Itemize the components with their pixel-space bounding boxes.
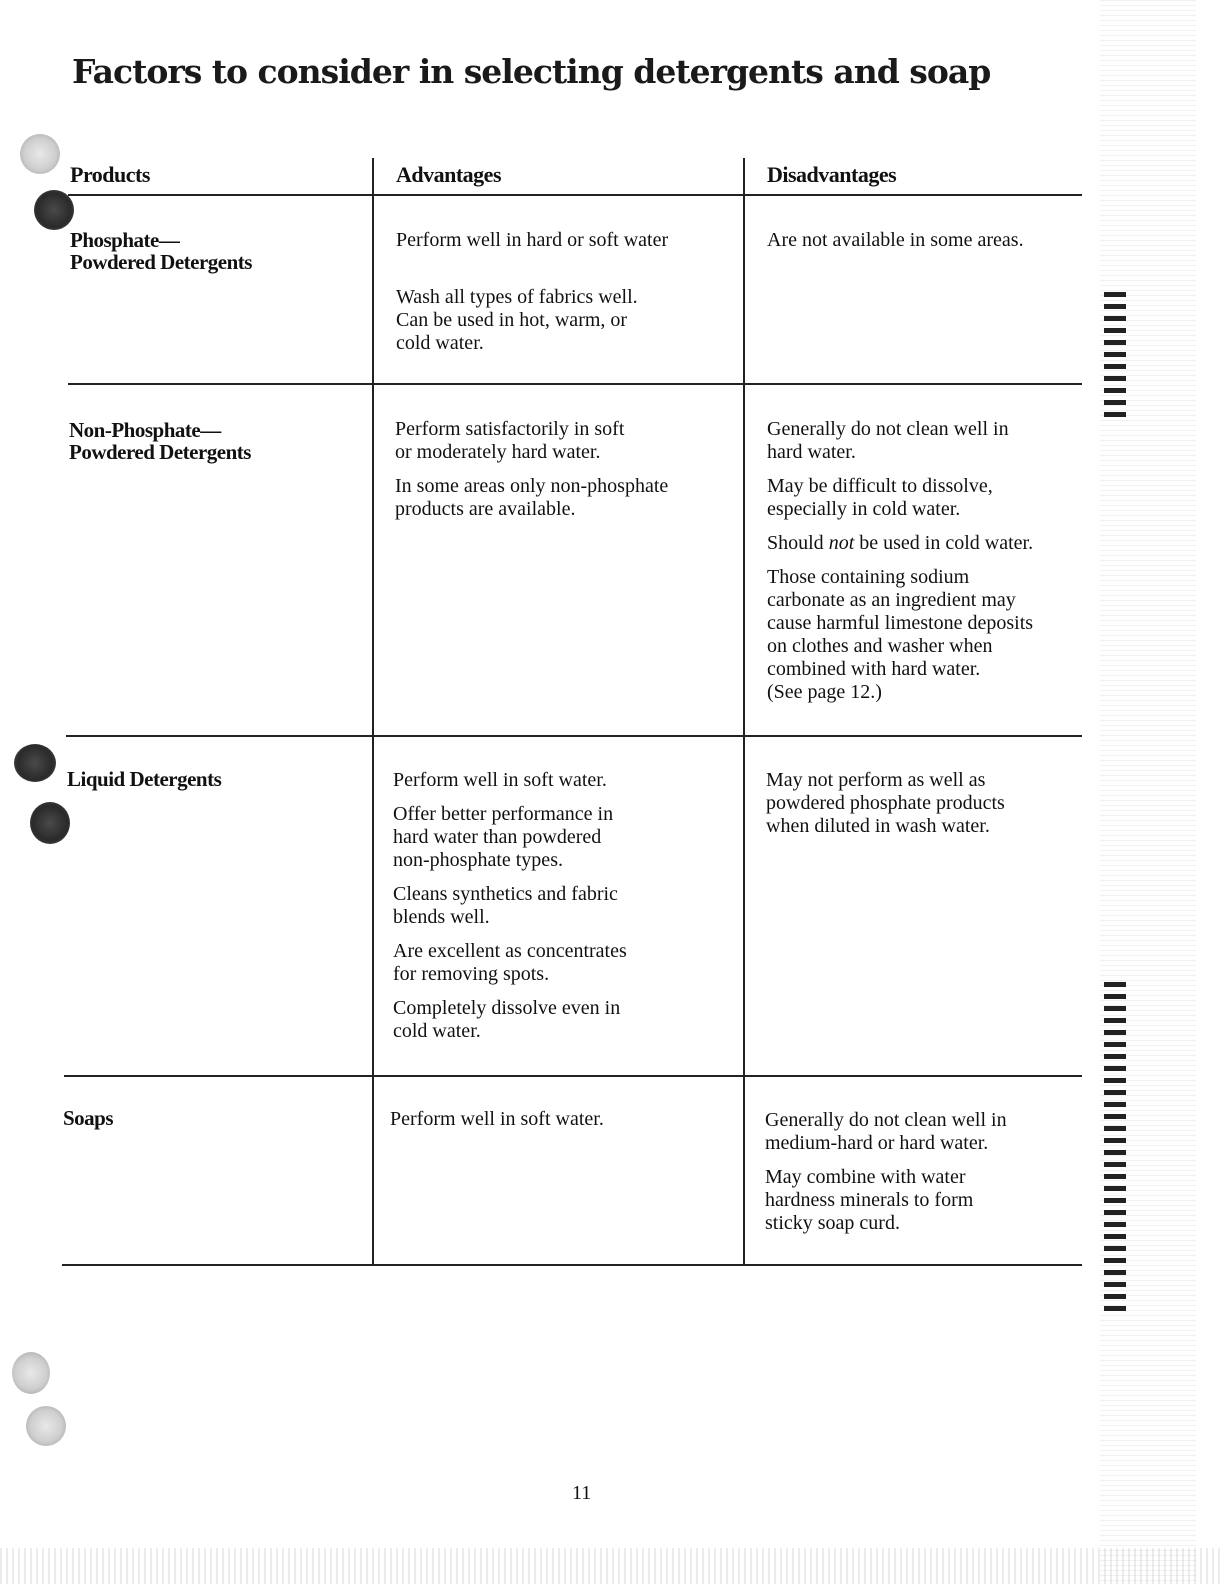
text-line: on clothes and washer when xyxy=(767,635,993,657)
disadvantage-paragraph xyxy=(767,532,1033,555)
binder-hole-icon xyxy=(20,134,60,174)
advantage-paragraph xyxy=(393,883,627,929)
header-products: Products xyxy=(70,162,150,187)
product-name xyxy=(63,1107,113,1129)
disadvantage-paragraph xyxy=(767,475,1033,521)
text-line: Are excellent as concentrates xyxy=(393,940,627,962)
header-rule xyxy=(68,194,1082,196)
text-line: Those containing sodium xyxy=(767,566,970,588)
advantage-column xyxy=(393,769,627,1043)
advantage-paragraph xyxy=(393,997,627,1043)
scan-mark-lower xyxy=(1104,982,1126,1312)
header-advantages: Advantages xyxy=(396,162,502,187)
text-line: cause harmful limestone deposits xyxy=(767,612,1034,634)
row-rule-2 xyxy=(66,735,1082,737)
page-number: 11 xyxy=(572,1482,592,1504)
text-line: Perform well in soft water. xyxy=(393,769,607,791)
page-title: Factors to consider in selecting detergents and soap xyxy=(72,52,991,91)
disadvantage-paragraph xyxy=(766,769,1005,838)
advantage-paragraph xyxy=(393,803,627,872)
row-rule-1 xyxy=(68,383,1082,385)
binder-hole-icon xyxy=(12,1352,50,1394)
text-line: (See page 12.) xyxy=(767,681,882,703)
disadvantage-paragraph xyxy=(765,1109,1007,1155)
text-run: be used in cold water. xyxy=(854,532,1034,554)
text-line: cold water. xyxy=(393,1020,481,1042)
text-line: blends well. xyxy=(393,906,490,928)
advantage-paragraph xyxy=(393,940,627,986)
text-line: medium-hard or hard water. xyxy=(765,1132,989,1154)
product-name-line: Powdered Detergents xyxy=(69,440,251,464)
product-name-line: Liquid Detergents xyxy=(67,767,222,791)
row-rule-3 xyxy=(64,1075,1082,1077)
advantage-paragraph xyxy=(396,229,668,252)
text-line: Completely dissolve even in xyxy=(393,997,621,1019)
binder-hole-icon xyxy=(34,190,74,230)
text-line: combined with hard water. xyxy=(767,658,981,680)
text-line: Perform satisfactorily in soft xyxy=(395,418,625,440)
column-divider-2 xyxy=(743,158,745,1266)
text-line: products are available. xyxy=(395,498,576,520)
text-line: Can be used in hot, warm, or xyxy=(396,309,628,331)
text-line: Cleans synthetics and fabric xyxy=(393,883,618,905)
text-line: In some areas only non-phosphate xyxy=(395,475,669,497)
advantage-paragraph xyxy=(393,769,627,792)
text-line: May be difficult to dissolve, xyxy=(767,475,993,497)
emphasis-text: not xyxy=(828,532,855,554)
advantage-column xyxy=(395,418,668,521)
binder-hole-icon xyxy=(30,802,70,844)
column-divider-1 xyxy=(372,158,374,1266)
product-name xyxy=(67,768,221,790)
text-line xyxy=(767,532,1033,555)
text-line: or moderately hard water. xyxy=(395,441,601,463)
scan-edge-artifact xyxy=(1100,0,1196,1584)
text-line: Wash all types of fabrics well. xyxy=(396,286,638,308)
disadvantage-column xyxy=(767,418,1033,704)
text-line: cold water. xyxy=(396,332,484,354)
product-name-line: Non-Phosphate— xyxy=(69,418,221,442)
text-line: sticky soap curd. xyxy=(765,1212,900,1234)
text-line: especially in cold water. xyxy=(767,498,961,520)
text-line: hardness minerals to form xyxy=(765,1189,974,1211)
product-name-line: Powdered Detergents xyxy=(70,250,252,274)
disadvantage-paragraph xyxy=(767,229,1024,252)
text-line: Generally do not clean well in xyxy=(765,1109,1007,1131)
product-name-line: Phosphate— xyxy=(70,228,180,252)
product-name xyxy=(70,229,252,273)
text-line: May combine with water xyxy=(765,1166,966,1188)
text-line: Are not available in some areas. xyxy=(767,229,1024,251)
text-line: powdered phosphate products xyxy=(766,792,1005,814)
disadvantage-column xyxy=(766,769,1005,838)
text-line: when diluted in wash water. xyxy=(766,815,990,837)
advantage-paragraph xyxy=(395,475,668,521)
product-name xyxy=(69,419,251,463)
binder-hole-icon xyxy=(26,1406,66,1446)
binder-hole-icon xyxy=(14,744,56,782)
disadvantage-paragraph xyxy=(765,1166,1007,1235)
scan-bottom-artifact xyxy=(0,1548,1224,1584)
advantage-paragraph xyxy=(396,286,638,355)
text-line: Generally do not clean well in xyxy=(767,418,1009,440)
text-line: Perform well in soft water. xyxy=(390,1108,604,1130)
text-run: Should xyxy=(767,532,829,554)
text-line: hard water. xyxy=(767,441,856,463)
text-line: Offer better performance in xyxy=(393,803,614,825)
advantage-paragraph xyxy=(395,418,668,464)
row-rule-4 xyxy=(62,1264,1082,1266)
text-line: carbonate as an ingredient may xyxy=(767,589,1016,611)
disadvantage-paragraph xyxy=(767,418,1033,464)
scan-mark-upper xyxy=(1104,292,1126,424)
disadvantage-column xyxy=(765,1109,1007,1235)
product-name-line: Soaps xyxy=(63,1106,114,1130)
text-line: hard water than powdered xyxy=(393,826,602,848)
text-line: non-phosphate types. xyxy=(393,849,563,871)
disadvantage-paragraph xyxy=(767,566,1033,704)
text-line: for removing spots. xyxy=(393,963,550,985)
advantage-paragraph xyxy=(390,1108,604,1131)
header-disadvantages: Disadvantages xyxy=(767,162,897,187)
text-line: Perform well in hard or soft water xyxy=(396,229,669,251)
text-line: May not perform as well as xyxy=(766,769,986,791)
